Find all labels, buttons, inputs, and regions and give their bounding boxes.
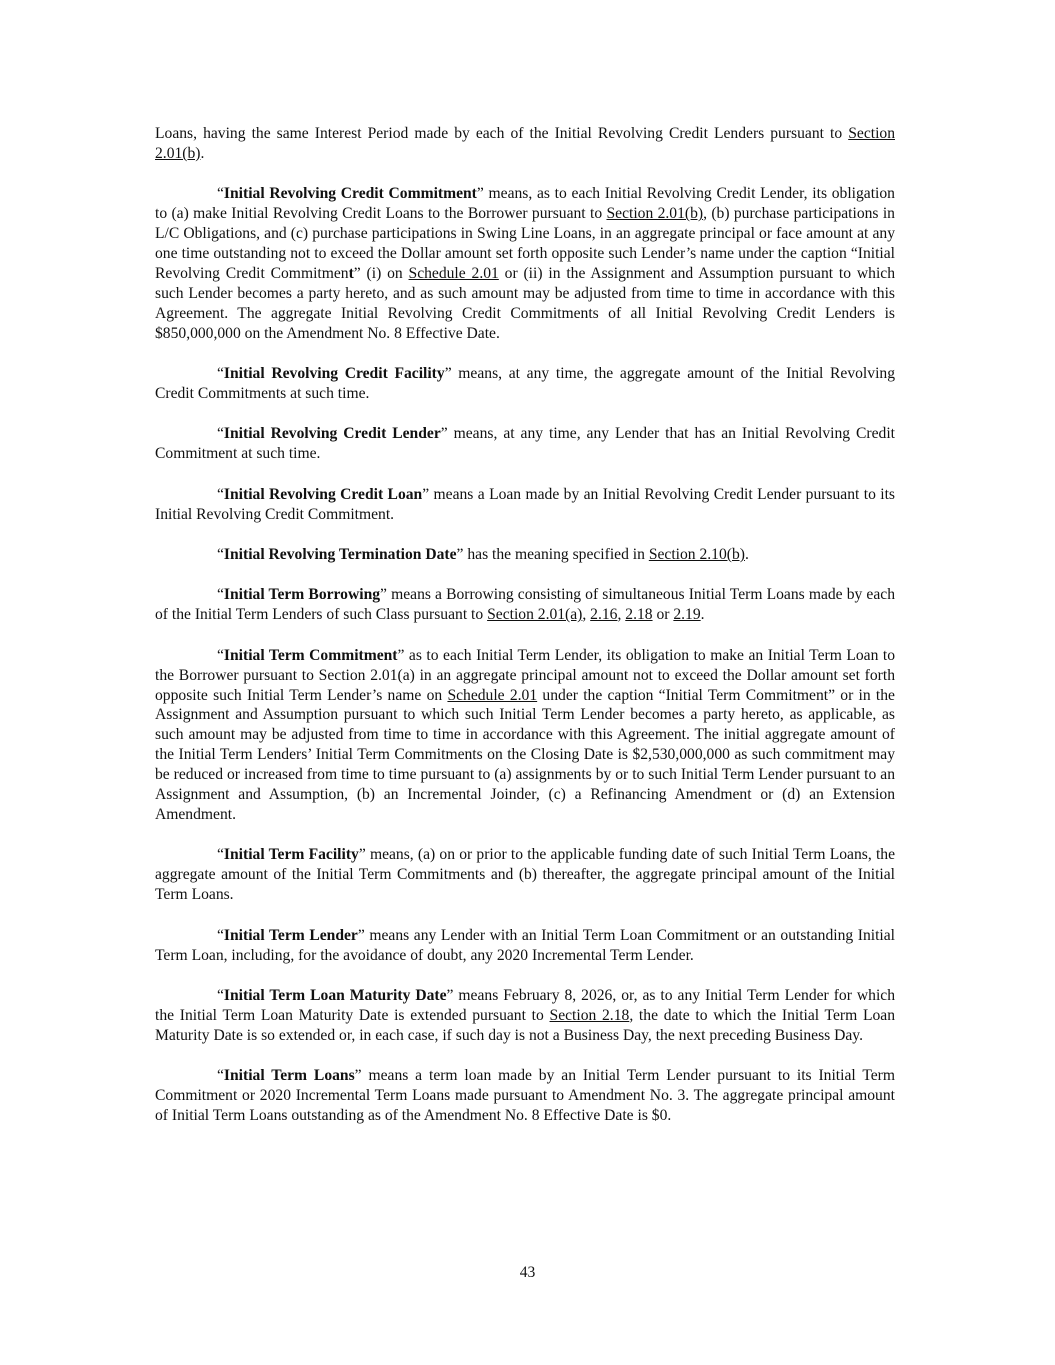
paragraph-text: Loans, having the same Interest Period made by each of the Initial Revolving Credit Lenders pursuant to [155, 125, 849, 142]
defined-term: Initial Revolving Credit Lender [223, 425, 441, 443]
paragraph-text: . [700, 606, 705, 624]
paragraph-text: ” means a Borrowing consisting of simultaneous Initial Term Loans made by each of the Initial Term Lenders of such Class pursuant to [155, 586, 895, 624]
paragraph-text: “ [217, 646, 224, 664]
cross-reference: Section 2.10(b) [648, 546, 745, 563]
definition-paragraph [155, 485, 895, 525]
paragraph-text: ” has the meaning specified in [456, 546, 649, 563]
definition-paragraph [155, 585, 895, 625]
defined-term: t [348, 264, 354, 282]
definition-paragraph [155, 845, 895, 905]
definition-paragraph [155, 364, 895, 404]
cross-reference: 2.16 [590, 606, 618, 624]
paragraph-text: ” (i) on [353, 264, 409, 282]
defined-term: Initial Term Loans [223, 1067, 355, 1085]
paragraph-text: , the date to which the Initial Term Loan Maturity Date is so extended or, in each case, if such day is not a Business Day, the next preceding Business Day. [155, 1006, 895, 1044]
defined-term: Initial Term Commitment [223, 646, 398, 664]
paragraph-text: . [744, 546, 749, 563]
paragraph-text: ” means, (a) on or prior to the applicable funding date of such Initial Term Loans, the aggregate amount of the Initial Term Commitments and (b) thereafter, the aggregate principal amount of the Initial Term Loans. [155, 846, 895, 904]
paragraph-text: “ [217, 546, 224, 563]
cross-reference: 2.18 [625, 606, 653, 624]
definition-paragraph [155, 184, 895, 343]
defined-term: Initial Term Loan Maturity Date [223, 986, 447, 1004]
paragraph-text: “ [217, 185, 224, 203]
paragraph-text: ” means, as to each Initial Revolving Credit Lender, its obligation to (a) make Initial Revolving Credit Loans to the Borrower pursuant to [155, 185, 895, 223]
paragraph-text: “ [217, 365, 224, 383]
continuation-paragraph [155, 124, 895, 164]
paragraph-text: ” means, at any time, the aggregate amount of the Initial Revolving Credit Commitments at such time. [155, 365, 895, 402]
paragraph-text: , [617, 606, 626, 624]
cross-reference: Section 2.01(b) [606, 205, 704, 223]
paragraph-text: “ [217, 586, 224, 604]
document-body [155, 124, 895, 1146]
defined-term: Initial Revolving Credit Commitment [223, 185, 477, 203]
paragraph-text: ” means a Loan made by an Initial Revolving Credit Lender pursuant to its Initial Revolving Credit Commitment. [155, 485, 895, 523]
defined-term: Initial Revolving Credit Facility [223, 365, 445, 383]
definition-paragraph [155, 926, 895, 966]
defined-term: Initial Revolving Credit Loan [223, 485, 423, 503]
paragraph-text: . [200, 144, 205, 162]
paragraph-text: “ [217, 1067, 224, 1085]
paragraph-text: under the caption “Initial Term Commitment” or in the Assignment and Assumption pursuant to which such Initial Term Lender becomes a party hereto, as applicable, as such amount may be adjusted from time to time in accordance with this Agreement. The initial aggregate amount of the Initial Term Lenders’ Initial Term Commitments on the Closing Date is $2,530,000,000 as such commitment may be reduced or increased from time to time pursuant to (a) assignments by or to such Initial Term Lender pursuant to an Assignment and Assumption, (b) an Incremental Joinder, (c) a Refinancing Amendment or (d) an Extension Amendment. [155, 686, 895, 823]
definition-paragraph [155, 424, 895, 464]
cross-reference: Section 2.01(b) [155, 125, 895, 162]
defined-term: Initial Term Lender [223, 926, 358, 944]
definition-paragraph [155, 986, 895, 1046]
definition-paragraph [155, 1066, 895, 1126]
paragraph-text: “ [217, 425, 224, 443]
paragraph-text: “ [217, 846, 224, 864]
paragraph-text: or (ii) in the Assignment and Assumption pursuant to which such Lender becomes a party hereto, and as such amount may be adjusted from time to time in accordance with this Agreement. The aggregate Initial Revolving Credit Commitments of all Initial Revolving Credit Lenders is $850,000,000 on the Amendment No. 8 Effective Date. [155, 264, 895, 342]
cross-reference: Section 2.01(a) [487, 606, 583, 624]
paragraph-text: ” means February 8, 2026, or, as to any Initial Term Lender for which the Initial Term Loan Maturity Date is extended pursuant to [155, 986, 895, 1024]
cross-reference: Schedule 2.01 [408, 264, 499, 282]
paragraph-text: ” means any Lender with an Initial Term Loan Commitment or an outstanding Initial Term Loan, including, for the avoidance of doubt, any 2020 Incremental Term Lender. [155, 926, 896, 964]
cross-reference: Schedule 2.01 [447, 686, 538, 704]
page-number: 43 [519, 1264, 536, 1281]
paragraph-text: “ [217, 485, 224, 503]
definition-paragraph [155, 646, 895, 825]
paragraph-text: ” as to each Initial Term Lender, its obligation to make an Initial Term Loan to the Borrower pursuant to Section 2.01(a) in an aggregate principal amount not to exceed the Dollar amount set forth opposite such Initial Term Lender’s name on [155, 646, 895, 704]
paragraph-text: “ [217, 986, 224, 1004]
paragraph-text: ” means, at any time, any Lender that has an Initial Revolving Credit Commitment at such time. [155, 425, 895, 463]
paragraph-text: or [652, 606, 674, 624]
defined-term: Initial Revolving Termination Date [223, 546, 457, 563]
paragraph-text: “ [217, 926, 224, 944]
defined-term: Initial Term Facility [223, 846, 359, 864]
paragraph-text: ” means a term loan made by an Initial Term Lender pursuant to its Initial Term Commitment or 2020 Incremental Term Loans made pursuant to Amendment No. 3. The aggregate principal amount of Initial Term Loans outstanding as of the Amendment No. 8 Effective Date is $0. [155, 1067, 895, 1124]
defined-term: Initial Term Borrowing [223, 586, 381, 604]
cross-reference: 2.19 [673, 606, 701, 624]
cross-reference: Section 2.18 [549, 1006, 630, 1024]
definition-paragraph [155, 545, 895, 565]
paragraph-text: , [582, 606, 591, 624]
paragraph-text: , (b) purchase participations in L/C Obligations, and (c) purchase participations in Swing Line Loans, in an aggregate principal or face amount at any one time outstanding not to exceed the Dollar amount set forth opposite such Lender’s name under the caption “Initial Revolving Credit Commitmen [155, 205, 895, 282]
